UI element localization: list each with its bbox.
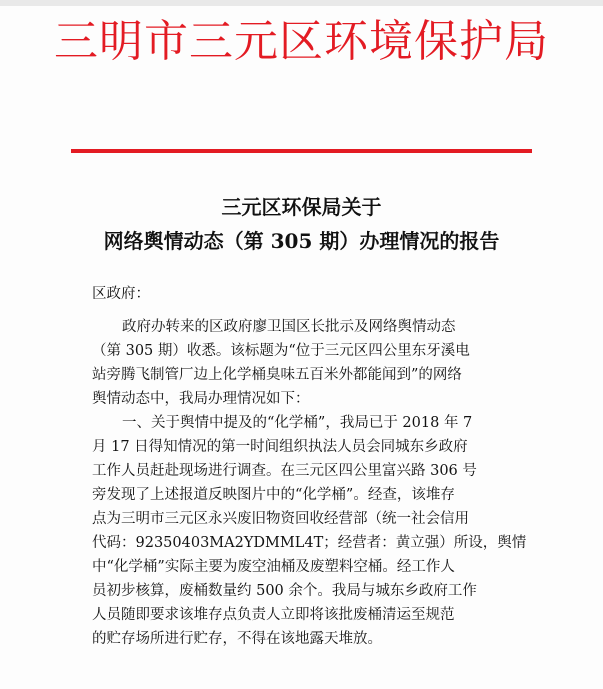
body-line: 舆情动态中，我局办理情况如下：: [92, 391, 310, 407]
body-line: 的贮存场所进行贮存，不得在该地露天堆放。: [92, 631, 382, 647]
page-top-edge: [0, 0, 603, 6]
document-title-line-2: 网络舆情动态（第 305 期）办理情况的报告: [103, 229, 500, 253]
body-line: 一、关于舆情中提及的“化学桶”，我局已于 2018 年 7: [122, 415, 473, 431]
body-line: 代码：92350403MA2YDMML4T；经营者：黄立强）所设，舆情: [92, 535, 527, 551]
body-line: 工作人员赶赴现场进行调查。在三元区四公里富兴路 306 号: [92, 463, 477, 479]
body-line: 中“化学桶”实际主要为废空油桶及废塑料空桶。经工作人: [92, 559, 455, 575]
salutation: 区政府：: [92, 286, 150, 302]
red-divider-line: [71, 149, 532, 153]
body-line: 政府办转来的区政府廖卫国区长批示及网络舆情动态: [122, 319, 456, 335]
body-line: 站旁腾飞制管厂边上化学桶臭味五百米外都能闻到”的网络: [92, 367, 462, 383]
document-title-line-1: 三元区环保局关于: [221, 195, 382, 219]
body-line: 员初步核算，废桶数量约 500 余个。我局与城东乡政府工作: [92, 583, 477, 599]
agency-letterhead: 三明市三元区环境保护局: [54, 16, 549, 67]
body-line: 旁发现了上述报道反映图片中的“化学桶”。经查，该堆存: [92, 487, 455, 503]
body-line: （第 305 期）收悉。该标题为“位于三元区四公里东牙溪电: [92, 343, 470, 359]
body-line: 人员随即要求该堆存点负责人立即将该批废桶清运至规范: [92, 607, 455, 623]
body-line: 月 17 日得知情况的第一时间组织执法人员会同城东乡政府: [92, 439, 468, 455]
body-line: 点为三明市三元区永兴废旧物资回收经营部（统一社会信用: [92, 511, 469, 527]
